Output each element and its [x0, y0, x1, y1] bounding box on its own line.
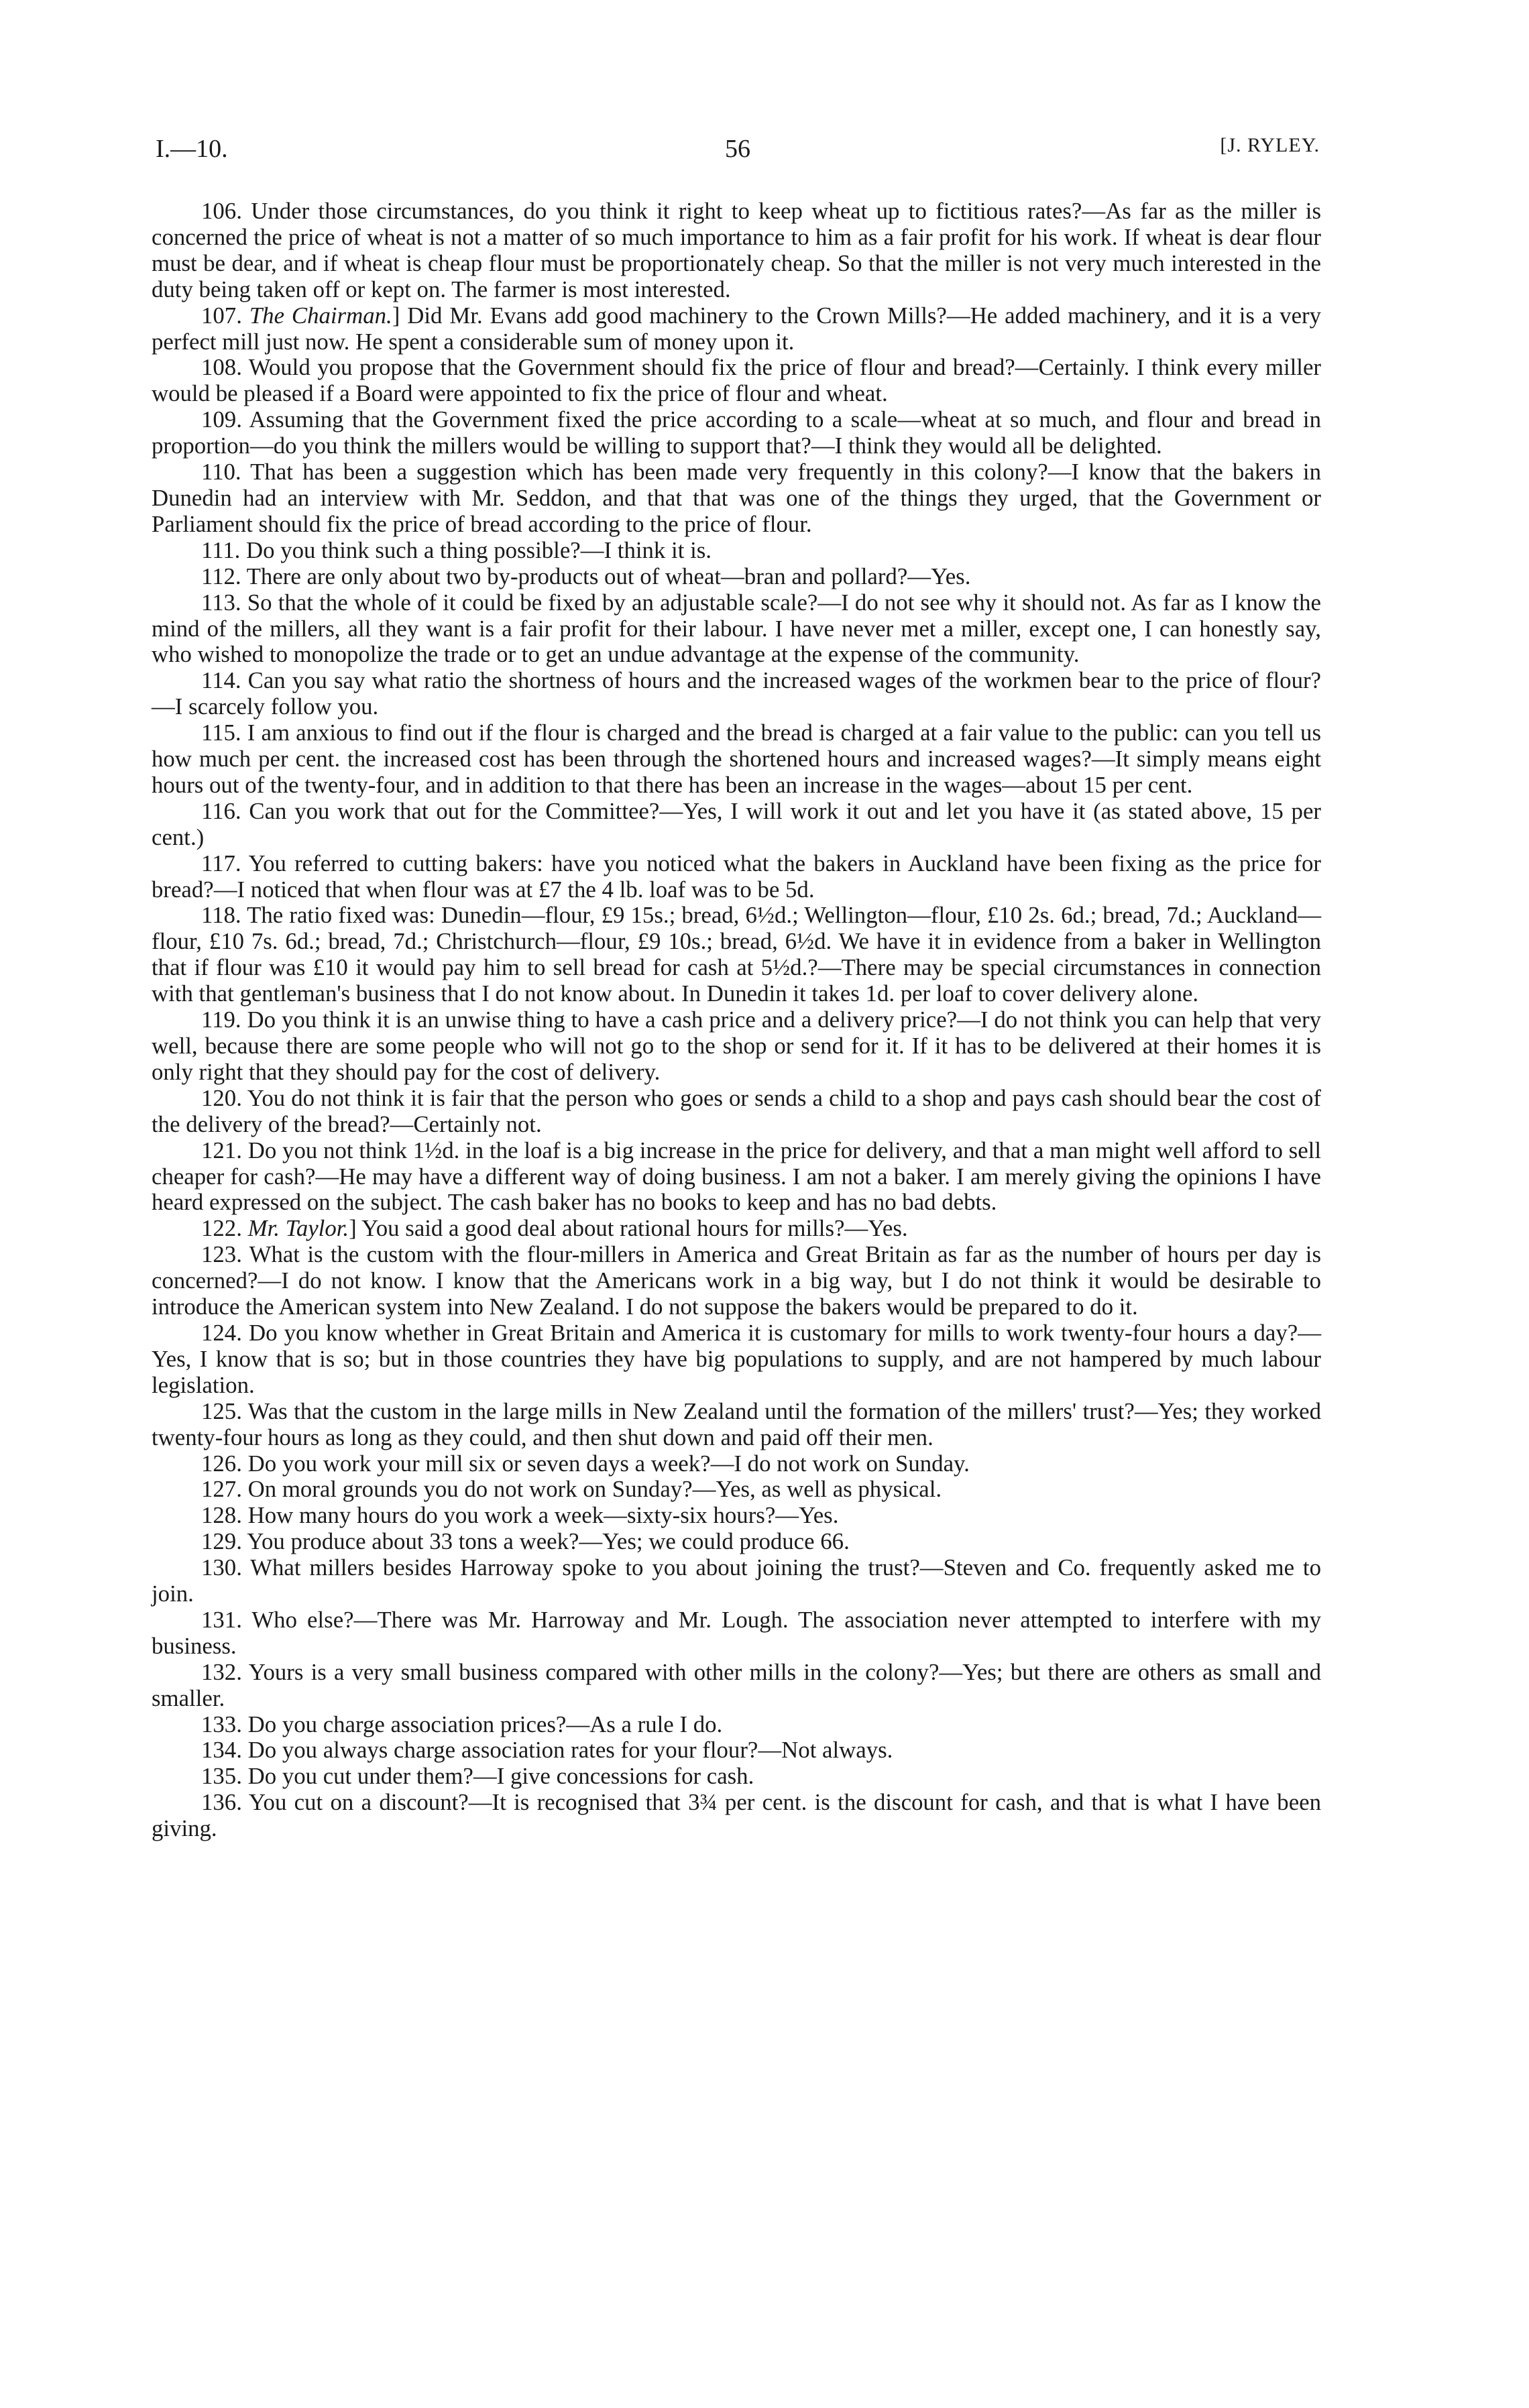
paragraph-111: 111. Do you think such a thing possible?—I think it is.	[201, 536, 712, 563]
paragraph-122	[152, 1216, 1321, 1242]
paragraph-133: 133. Do you charge association prices?—As a rule I do.	[201, 1711, 723, 1737]
paragraph-110: 110. That has been a suggestion which has been made very frequently in this colony?—I know that the bakers in Dunedin had an interview with Mr. Seddon, and that that was one of the things they urged, that the Government or Parliament should fix the price of bread according to the price of flour.	[152, 459, 1321, 537]
paragraph-108: 108. Would you propose that the Government should fix the price of flour and bread?—Certainly. I think every miller would be pleased if a Board were appointed to fix the price of flour and wheat.	[152, 354, 1321, 407]
paragraph-114: 114. Can you say what ratio the shortness of hours and the increased wages of the workmen bear to the price of flour?—I scarcely follow you.	[152, 667, 1321, 720]
paragraph-129: 129. You produce about 33 tons a week?—Yes; we could produce 66.	[201, 1528, 850, 1555]
paragraph-116: 116. Can you work that out for the Committee?—Yes, I will work it out and let you have it (as stated above, 15 per cent.)	[152, 797, 1321, 850]
speaker-name: The Chairman.	[249, 302, 392, 329]
paragraph-125: 125. Was that the custom in the large mills in New Zealand until the formation of the millers' trust?—Yes; they worked twenty-four hours as long as they could, and then shut down and paid off their men.	[152, 1397, 1321, 1450]
paragraph-131: 131. Who else?—There was Mr. Harroway and Mr. Lough. The association never attempted to interfere with my business.	[152, 1606, 1321, 1659]
paragraph-body: ] You said a good deal about rational hours for mills?—Yes.	[349, 1215, 908, 1242]
witness-name: [J. RYLEY.	[1220, 134, 1320, 156]
paragraph-127: 127. On moral grounds you do not work on Sunday?—Yes, as well as physical.	[201, 1476, 942, 1503]
paragraph-body: ] Did Mr. Evans add good machinery to the Crown Mills?—He added machinery, and it is a very perfect mill just now. He spent a considerable sum of money upon it.	[152, 302, 1321, 355]
paragraph-135: 135. Do you cut under them?—I give concessions for cash.	[201, 1763, 754, 1790]
paragraph-130: 130. What millers besides Harroway spoke to you about joining the trust?—Steven and Co. frequently asked me to join.	[152, 1554, 1321, 1607]
paragraph-123: 123. What is the custom with the flour-millers in America and Great Britain as far as the number of hours per day is concerned?—I do not know. I know that the Americans work in a big way, but I do not think it would be desirable to introduce the American system into New Zealand. I do not suppose the bakers would be prepared to do it.	[152, 1241, 1321, 1320]
document-reference: I.—10.	[156, 135, 228, 163]
paragraph-117: 117. You referred to cutting bakers: have you noticed what the bakers in Auckland have been fixing as the price for bread?—I noticed that when flour was at £7 the 4 lb. loaf was to be 5d.	[152, 850, 1321, 903]
paragraph-118: 118. The ratio fixed was: Dunedin—flour, £9 15s.; bread, 6½d.; Wellington—flour, £10 2s. 6d.; bread, 7d.; Auckland—flour, £10 7s. 6d.; bread, 7d.; Christchurch—flour, £9 10s.; bread, 6½d. We have it in evidence from a baker in Wellington that if flour was £10 it would pay him to sell bread for cash at 5½d.?—There may be special circumstances in connection with that gentleman's business that I do not know about. In Dunedin it takes 1d. per loaf to cover delivery alone.	[152, 902, 1321, 1007]
paragraph-112: 112. There are only about two by-products out of wheat—bran and pollard?—Yes.	[201, 563, 971, 589]
paragraph-136: 136. You cut on a discount?—It is recognised that 3¾ per cent. is the discount for cash, and that is what I have been giving.	[152, 1789, 1321, 1842]
evidence-text	[152, 198, 1321, 1842]
paragraph-119: 119. Do you think it is an unwise thing to have a cash price and a delivery price?—I do not think you can help that very well, because there are some people who will not go to the shop or send for it. If it has to be delivered at their homes it is only right that they should pay for the cost of delivery.	[152, 1007, 1321, 1085]
paragraph-132: 132. Yours is a very small business compared with other mills in the colony?—Yes; but there are others as small and smaller.	[152, 1658, 1321, 1711]
speaker-name: Mr. Taylor.	[247, 1215, 349, 1242]
paragraph-120: 120. You do not think it is fair that the person who goes or sends a child to a shop and pays cash should bear the cost of the delivery of the bread?—Certainly not.	[152, 1084, 1321, 1137]
page-header	[156, 134, 1320, 174]
paragraph-124: 124. Do you know whether in Great Britain and America it is customary for mills to work twenty-four hours a day?—Yes, I know that is so; but in those countries they have big populations to supply, and are not hampered by much labour legislation.	[152, 1319, 1321, 1398]
paragraph-121: 121. Do you not think 1½d. in the loaf is a big increase in the price for delivery, and that a man might well afford to sell cheaper for cash?—He may have a different way of doing business. I am not a baker. I am merely giving the opinions I have heard expressed on the subject. The cash baker has no books to keep and has no bad debts.	[152, 1137, 1321, 1216]
paragraph-106: 106. Under those circumstances, do you think it right to keep wheat up to fictitious rates?—As far as the miller is concerned the price of wheat is not a matter of so much importance to him as a fair profit for his work. If wheat is dear flour must be dear, and if wheat is cheap flour must be proportionately cheap. So that the miller is not very much interested in the duty being taken off or kept on. The farmer is most interested.	[152, 198, 1321, 302]
paragraph-126: 126. Do you work your mill six or seven days a week?—I do not work on Sunday.	[201, 1450, 970, 1477]
paragraph-number: 122.	[201, 1215, 242, 1242]
page-number: 56	[725, 135, 750, 163]
paragraph-128: 128. How many hours do you work a week—sixty-six hours?—Yes.	[201, 1502, 839, 1529]
paragraph-107	[152, 303, 1321, 355]
paragraph-number: 107.	[201, 302, 242, 329]
paragraph-115: 115. I am anxious to find out if the flour is charged and the bread is charged at a fair value to the public: can you tell us how much per cent. the increased cost has been through the shortened hours and increased wages?—It simply means eight hours out of the twenty-four, and in addition to that there has been an increase in the wages—about 15 per cent.	[152, 720, 1321, 798]
paragraph-109: 109. Assuming that the Government fixed the price according to a scale—wheat at so much, and flour and bread in proportion—do you think the millers would be willing to support that?—I think they would all be delighted.	[152, 406, 1321, 459]
paragraph-113: 113. So that the whole of it could be fixed by an adjustable scale?—I do not see why it should not. As far as I know the mind of the millers, all they want is a fair profit for their labour. I have never met a miller, except one, I can honestly say, who wished to monopolize the trade or to get an undue advantage at the expense of the community.	[152, 589, 1321, 668]
paragraph-134: 134. Do you always charge association rates for your flour?—Not always.	[201, 1737, 893, 1764]
